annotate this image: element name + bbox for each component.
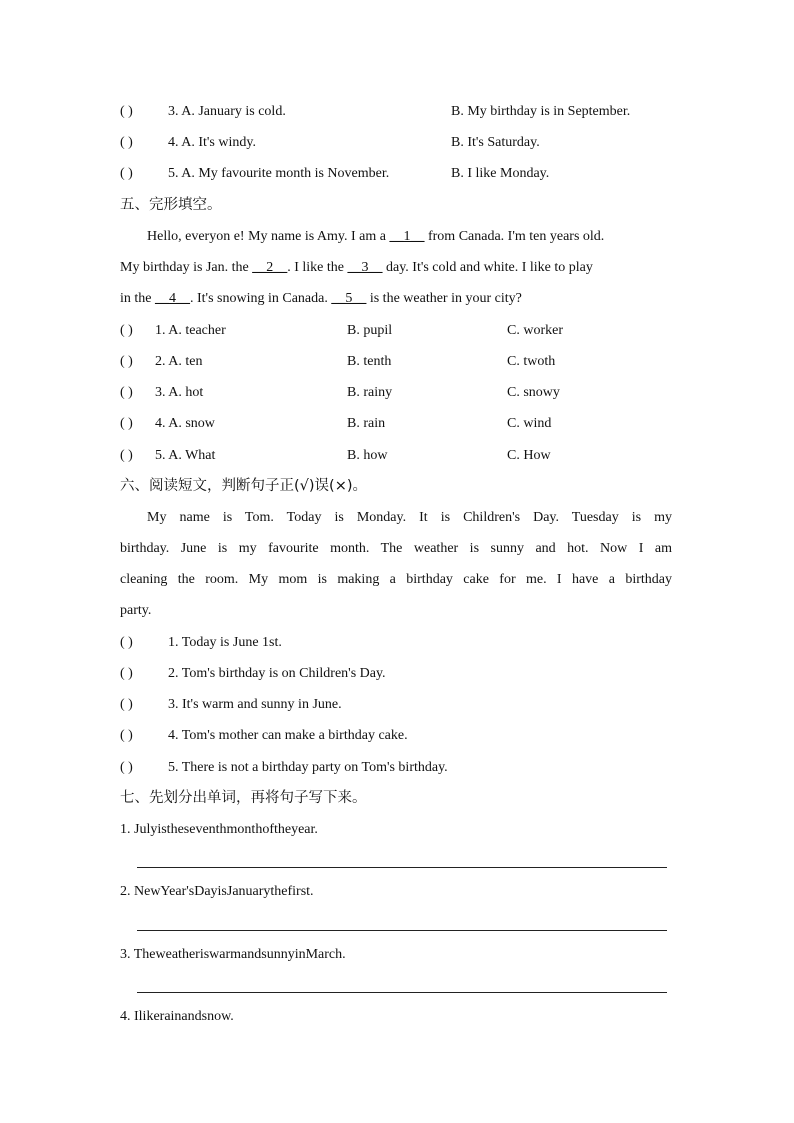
choice-a: 4. A. snow [155, 416, 215, 431]
unsegmented-sentence: 2. NewYear'sDayisJanuarythefirst. [120, 884, 314, 899]
cloze-blank[interactable]: __2__ [252, 260, 288, 275]
passage-text: in the [120, 291, 155, 306]
answer-bracket[interactable]: ( ) [120, 760, 133, 775]
option-a: 4. A. It's windy. [168, 135, 256, 150]
answer-bracket[interactable]: ( ) [120, 323, 133, 338]
statement-text: 4. Tom's mother can make a birthday cake. [168, 728, 408, 743]
option-a: 5. A. My favourite month is November. [168, 166, 390, 181]
choice-a: 5. A. What [155, 448, 216, 463]
passage-line: My name is Tom. Today is Monday. It is Children's Day. Tuesday is my [147, 510, 672, 525]
choice-b: B. rain [347, 416, 386, 431]
choice-c: C. How [507, 448, 551, 463]
answer-bracket[interactable]: ( ) [120, 135, 133, 150]
option-b: B. I like Monday. [451, 166, 550, 181]
answer-bracket[interactable]: ( ) [120, 104, 133, 119]
passage-text: My birthday is Jan. the [120, 260, 253, 275]
passage-line: cleaning the room. My mom is making a birthday cake for me. I have a birthday [120, 572, 672, 587]
choice-a: 1. A. teacher [155, 323, 226, 338]
passage-text: Hello, everyon e! My name is Amy. I am a [147, 229, 390, 244]
statement-text: 5. There is not a birthday party on Tom's birthday. [168, 760, 448, 775]
answer-bracket[interactable]: ( ) [120, 666, 133, 681]
section-heading: 六、阅读短文，判断句子正(√)误(×)。 [120, 478, 368, 494]
passage-text: from Canada. I'm ten years old. [424, 229, 605, 244]
cloze-blank[interactable]: __5__ [331, 291, 367, 306]
passage-line: party. [120, 603, 152, 618]
section-heading: 五、完形填空。 [120, 197, 222, 213]
answer-bracket[interactable]: ( ) [120, 448, 133, 463]
option-a: 3. A. January is cold. [168, 104, 286, 119]
section-heading: 七、先划分出单词，再将句子写下来。 [120, 790, 367, 806]
passage-text: . I like the [287, 260, 348, 275]
answer-bracket[interactable]: ( ) [120, 166, 133, 181]
passage-line [147, 228, 604, 246]
answer-bracket[interactable]: ( ) [120, 354, 133, 369]
answer-bracket[interactable]: ( ) [120, 728, 133, 743]
choice-a: 3. A. hot [155, 385, 204, 400]
unsegmented-sentence: 1. Julyistheseventhmonthoftheyear. [120, 822, 318, 837]
statement-text: 2. Tom's birthday is on Children's Day. [168, 666, 386, 681]
choice-c: C. snowy [507, 385, 560, 400]
answer-line[interactable] [137, 992, 667, 993]
choice-b: B. tenth [347, 354, 392, 369]
statement-text: 1. Today is June 1st. [168, 635, 282, 650]
option-b: B. My birthday is in September. [451, 104, 631, 119]
cloze-blank[interactable]: __4__ [155, 291, 190, 306]
cloze-blank[interactable]: __3__ [347, 260, 383, 275]
answer-bracket[interactable]: ( ) [120, 635, 133, 650]
choice-a: 2. A. ten [155, 354, 203, 369]
answer-bracket[interactable]: ( ) [120, 416, 133, 431]
choice-c: C. worker [507, 323, 563, 338]
passage-line [120, 259, 593, 277]
choice-c: C. wind [507, 416, 552, 431]
unsegmented-sentence: 4. Ilikerainandsnow. [120, 1009, 234, 1024]
cloze-blank[interactable]: __1__ [389, 229, 425, 244]
option-b: B. It's Saturday. [451, 135, 540, 150]
answer-bracket[interactable]: ( ) [120, 385, 133, 400]
choice-b: B. how [347, 448, 388, 463]
passage-text: day. It's cold and white. I like to play [382, 260, 593, 275]
passage-text: is the weather in your city? [366, 291, 522, 306]
choice-c: C. twoth [507, 354, 556, 369]
choice-b: B. rainy [347, 385, 393, 400]
answer-line[interactable] [137, 930, 667, 931]
passage-text: . It's snowing in Canada. [190, 291, 332, 306]
answer-bracket[interactable]: ( ) [120, 697, 133, 712]
passage-line: birthday. June is my favourite month. The weather is sunny and hot. Now I am [120, 541, 672, 556]
choice-b: B. pupil [347, 323, 393, 338]
answer-line[interactable] [137, 867, 667, 868]
unsegmented-sentence: 3. TheweatheriswarmandsunnyinMarch. [120, 947, 346, 962]
passage-line [120, 290, 522, 308]
statement-text: 3. It's warm and sunny in June. [168, 697, 342, 712]
